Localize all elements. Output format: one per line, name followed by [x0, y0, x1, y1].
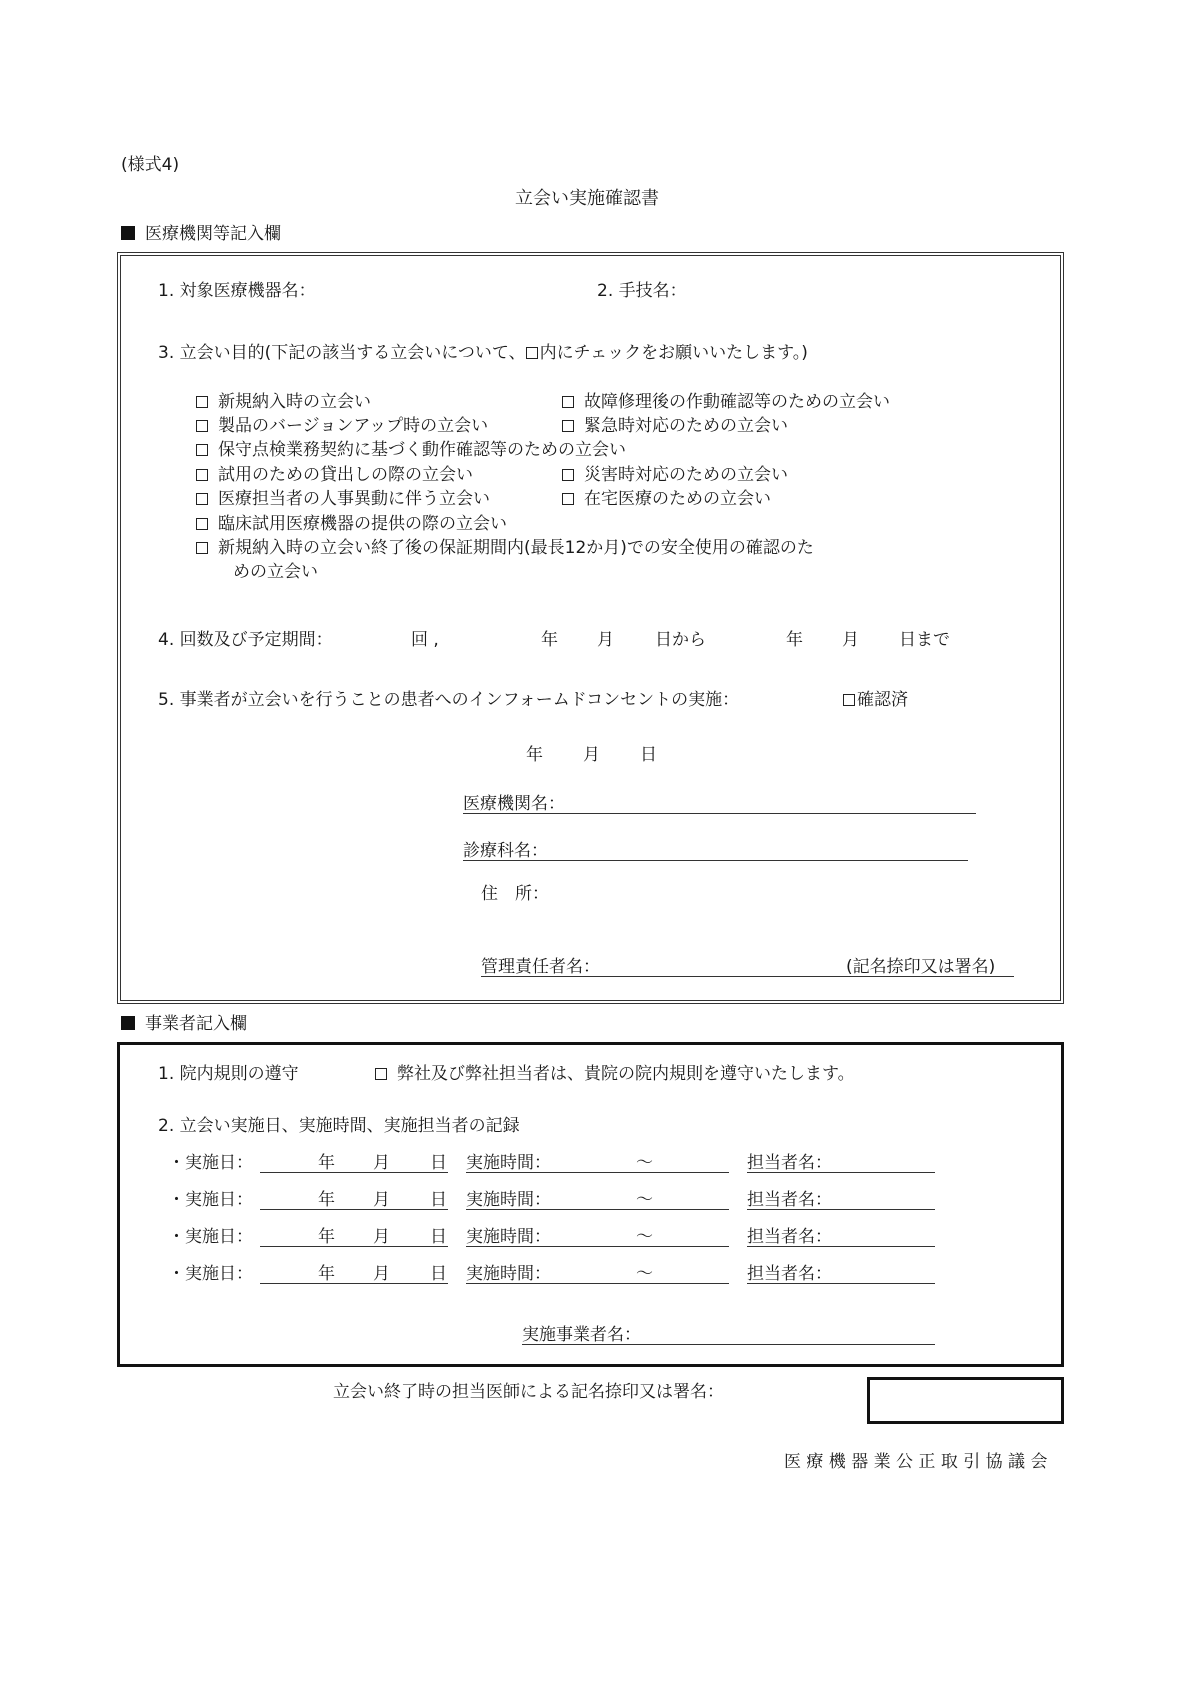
purpose-option[interactable]: 新規納入時の立会い: [196, 394, 371, 411]
row-date-line[interactable]: [260, 1283, 448, 1284]
row-tilde: ～: [636, 1227, 653, 1247]
business-item1-label: 1. 院内規則の遵守: [158, 1064, 299, 1084]
purpose-option[interactable]: 新規納入時の立会い終了後の保証期間内(最長12か月)での安全使用の確認のた: [196, 540, 814, 557]
row-time-label: 実施時間：: [466, 1190, 551, 1210]
row-person-label: 担当者名：: [747, 1190, 832, 1210]
seal-note: (記名捺印又は署名): [846, 957, 996, 977]
doctor-signature-box[interactable]: [867, 1377, 1064, 1424]
row-day: 日: [430, 1190, 447, 1210]
date-month: 月: [583, 745, 600, 765]
item3-purpose-label: 3. 立会い目的(下記の該当する立会いについて、 内にチェックをお願いいたします。): [158, 343, 808, 363]
business-name-line[interactable]: [522, 1344, 935, 1345]
row-time-label: 実施時間：: [466, 1227, 551, 1247]
business-section-heading: 事業者記入欄: [121, 1016, 247, 1033]
checkbox-icon[interactable]: [196, 518, 208, 530]
square-bullet-icon: [121, 226, 135, 240]
row-date-label: ・実施日：: [168, 1227, 253, 1247]
purpose-option[interactable]: 保守点検業務契約に基づく動作確認等のための立会い: [196, 442, 626, 459]
item4-year: 年: [541, 630, 558, 650]
row-year: 年: [318, 1264, 335, 1284]
checkbox-icon[interactable]: [562, 493, 574, 505]
checkbox-icon[interactable]: [196, 469, 208, 481]
checkbox-icon[interactable]: [196, 420, 208, 432]
date-year: 年: [526, 745, 543, 765]
item4-day-to: 日まで: [899, 630, 950, 650]
document-title: 立会い実施確認書: [515, 188, 659, 209]
row-month: 月: [373, 1190, 390, 1210]
checkbox-icon[interactable]: [196, 542, 208, 554]
checkbox-icon[interactable]: [375, 1068, 387, 1080]
business-item2-label: 2. 立会い実施日、実施時間、実施担当者の記録: [158, 1116, 520, 1136]
row-person-line[interactable]: [747, 1246, 935, 1247]
row-tilde: ～: [636, 1190, 653, 1210]
purpose-option[interactable]: 医療担当者の人事異動に伴う立会い: [196, 491, 490, 508]
item5-informed-consent-label: 5. 事業者が立会いを行うことの患者へのインフォームドコンセントの実施：: [158, 690, 740, 710]
row-year: 年: [318, 1153, 335, 1173]
row-time-line[interactable]: [466, 1172, 729, 1173]
rules-compliance-checkbox[interactable]: 弊社及び弊社担当者は、貴院の院内規則を遵守いたします。: [375, 1066, 855, 1083]
row-day: 日: [430, 1264, 447, 1284]
checkbox-icon[interactable]: [843, 694, 855, 706]
item4-year2: 年: [786, 630, 803, 650]
form-number: (様式4): [121, 155, 180, 175]
doctor-signature-label: 立会い終了時の担当医師による記名捺印又は署名：: [333, 1382, 724, 1402]
address-label: 住 所：: [481, 884, 549, 904]
row-month: 月: [373, 1153, 390, 1173]
institution-section-heading: 医療機関等記入欄: [121, 226, 281, 243]
square-bullet-icon: [121, 1016, 135, 1030]
row-person-label: 担当者名：: [747, 1227, 832, 1247]
checkbox-icon: [526, 347, 538, 359]
row-time-label: 実施時間：: [466, 1153, 551, 1173]
checkbox-icon[interactable]: [562, 469, 574, 481]
row-person-label: 担当者名：: [747, 1264, 832, 1284]
row-time-line[interactable]: [466, 1246, 729, 1247]
checkbox-icon[interactable]: [196, 444, 208, 456]
item4-month2: 月: [842, 630, 859, 650]
manager-name-label: 管理責任者名：: [481, 957, 600, 977]
institution-entry-box: [117, 252, 1064, 1004]
item1-device-name-label: 1. 対象医療機器名：: [158, 281, 316, 301]
row-month: 月: [373, 1264, 390, 1284]
row-date-label: ・実施日：: [168, 1190, 253, 1210]
purpose-option[interactable]: 在宅医療のための立会い: [562, 491, 771, 508]
footer-organization: 医 療 機 器 業 公 正 取 引 協 議 会: [784, 1452, 1048, 1472]
row-year: 年: [318, 1190, 335, 1210]
row-tilde: ～: [636, 1153, 653, 1173]
institution-name-label: 医療機関名：: [463, 794, 565, 814]
checkbox-icon[interactable]: [196, 493, 208, 505]
institution-name-line[interactable]: [463, 813, 976, 814]
item4-day-from: 日から: [655, 630, 706, 650]
date-day: 日: [640, 745, 657, 765]
purpose-option[interactable]: 試用のための貸出しの際の立会い: [196, 467, 473, 484]
purpose-option[interactable]: 緊急時対応のための立会い: [562, 418, 788, 435]
row-person-label: 担当者名：: [747, 1153, 832, 1173]
item4-times: 回 ,: [411, 630, 439, 650]
checkbox-icon[interactable]: [562, 396, 574, 408]
item2-procedure-label: 2. 手技名：: [597, 281, 687, 301]
row-tilde: ～: [636, 1264, 653, 1284]
row-month: 月: [373, 1227, 390, 1247]
row-date-label: ・実施日：: [168, 1264, 253, 1284]
informed-consent-checkbox[interactable]: 確認済: [843, 692, 908, 709]
row-time-line[interactable]: [466, 1283, 729, 1284]
department-label: 診療科名：: [463, 841, 548, 861]
row-person-line[interactable]: [747, 1209, 935, 1210]
row-day: 日: [430, 1227, 447, 1247]
row-date-label: ・実施日：: [168, 1153, 253, 1173]
row-year: 年: [318, 1227, 335, 1247]
row-person-line[interactable]: [747, 1172, 935, 1173]
purpose-option[interactable]: 災害時対応のための立会い: [562, 467, 788, 484]
business-entry-box: [117, 1042, 1064, 1367]
row-person-line[interactable]: [747, 1283, 935, 1284]
department-line[interactable]: [463, 860, 968, 861]
purpose-option[interactable]: 臨床試用医療機器の提供の際の立会い: [196, 516, 507, 533]
row-time-label: 実施時間：: [466, 1264, 551, 1284]
business-name-label: 実施事業者名：: [522, 1325, 641, 1345]
row-day: 日: [430, 1153, 447, 1173]
purpose-option-continued: めの立会い: [233, 562, 318, 582]
row-date-line[interactable]: [260, 1209, 448, 1210]
purpose-option[interactable]: 製品のバージョンアップ時の立会い: [196, 418, 488, 435]
purpose-option[interactable]: 故障修理後の作動確認等のための立会い: [562, 394, 890, 411]
item4-month: 月: [597, 630, 614, 650]
row-date-line[interactable]: [260, 1172, 448, 1173]
checkbox-icon[interactable]: [562, 420, 574, 432]
checkbox-icon[interactable]: [196, 396, 208, 408]
item4-label: 4. 回数及び予定期間：: [158, 630, 333, 650]
row-date-line[interactable]: [260, 1246, 448, 1247]
row-time-line[interactable]: [466, 1209, 729, 1210]
